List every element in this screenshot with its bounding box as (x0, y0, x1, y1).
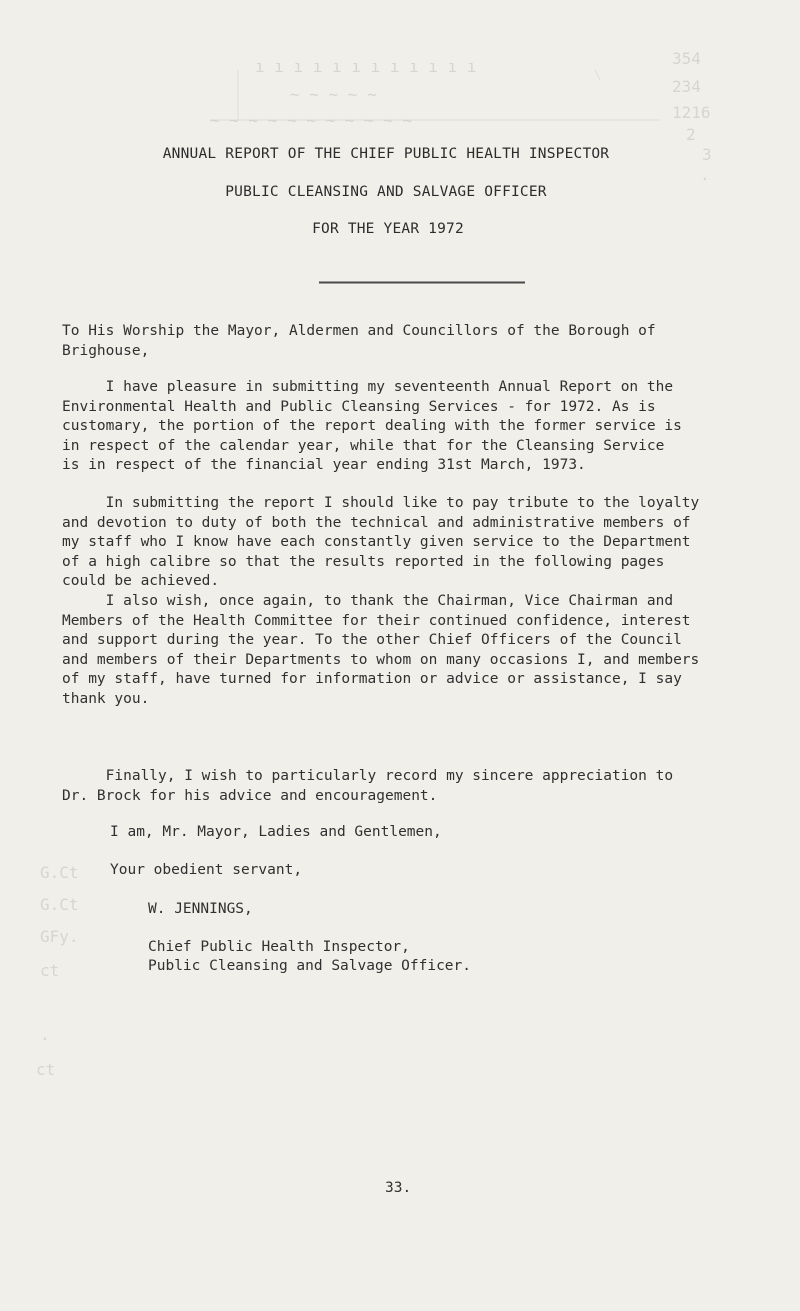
obedient-servant: Your obedient servant, (110, 862, 303, 878)
svg-text:.: . (700, 165, 710, 184)
report-year: FOR THE YEAR 1972 (312, 221, 464, 237)
signatory-title: Chief Public Health Inspector, (148, 939, 410, 955)
svg-text:234: 234 (672, 77, 701, 96)
signatory-name: W. JENNINGS, (148, 901, 253, 917)
paragraph-introduction: I have pleasure in submitting my seventeenth Annual Report on the Environmental Health and Public Cleansing Services - for 1972. As is customary, the portion of the report dealing with the former service is in respect of the calendar year, while that for the Cleansing Service is in respect of the financial year ending 31st March, 1973. (62, 379, 682, 474)
svg-text:354: 354 (672, 49, 701, 68)
report-title: ANNUAL REPORT OF THE CHIEF PUBLIC HEALTH INSPECTOR (162, 146, 610, 162)
svg-text:G.Ct: G.Ct (40, 895, 79, 914)
closing-line: I am, Mr. Mayor, Ladies and Gentlemen, (110, 824, 442, 840)
paragraph-appreciation: Finally, I wish to particularly record my sincere appreciation to Dr. Brock for his advice and encouragement. (62, 768, 674, 804)
paragraph-staff-tribute: In submitting the report I should like to pay tribute to the loyalty and devotion to duty of both the technical and administrative members of my staff who I know have each constantly given service to the Department of a high calibre so that the results reported in the following pages could be achieved. (62, 495, 700, 590)
paragraph-thanks: I also wish, once again, to thank the Chairman, Vice Chairman and Members of the Health Committee for their continued confidence, interest and support during the year. To the other Chief Officers of the Council and members of their Departments to whom on many occasions I, and members of my staff, have turned for information or advice or assistance, I say thank you. (62, 593, 700, 707)
svg-text:ı ı ı ı ı ı ı ı ı ı ı ı: ı ı ı ı ı ı ı ı ı ı ı ı (255, 57, 477, 76)
salutation: To His Worship the Mayor, Aldermen and Councillors of the Borough of Brighouse, (62, 323, 656, 359)
svg-text:2: 2 (686, 125, 696, 144)
svg-text:ct: ct (40, 961, 60, 980)
svg-text:GFy.: GFy. (40, 927, 79, 946)
svg-text:1216: 1216 (672, 103, 711, 122)
svg-text:~ ~ ~ ~ ~ ~ ~ ~ ~ ~ ~: ~ ~ ~ ~ ~ ~ ~ ~ ~ ~ ~ (210, 111, 413, 130)
svg-text:3: 3 (702, 145, 712, 164)
page-number: 33. (385, 1180, 412, 1196)
svg-text:.: . (40, 1025, 50, 1044)
signatory-title-secondary: Public Cleansing and Salvage Officer. (148, 958, 472, 974)
report-subtitle: PUBLIC CLEANSING AND SALVAGE OFFICER (225, 184, 547, 200)
title-divider (319, 281, 525, 284)
svg-text:G.Ct: G.Ct (40, 863, 79, 882)
svg-text:~ ~ ~ ~ ~: ~ ~ ~ ~ ~ (290, 85, 377, 104)
svg-text:ct: ct (36, 1060, 56, 1079)
